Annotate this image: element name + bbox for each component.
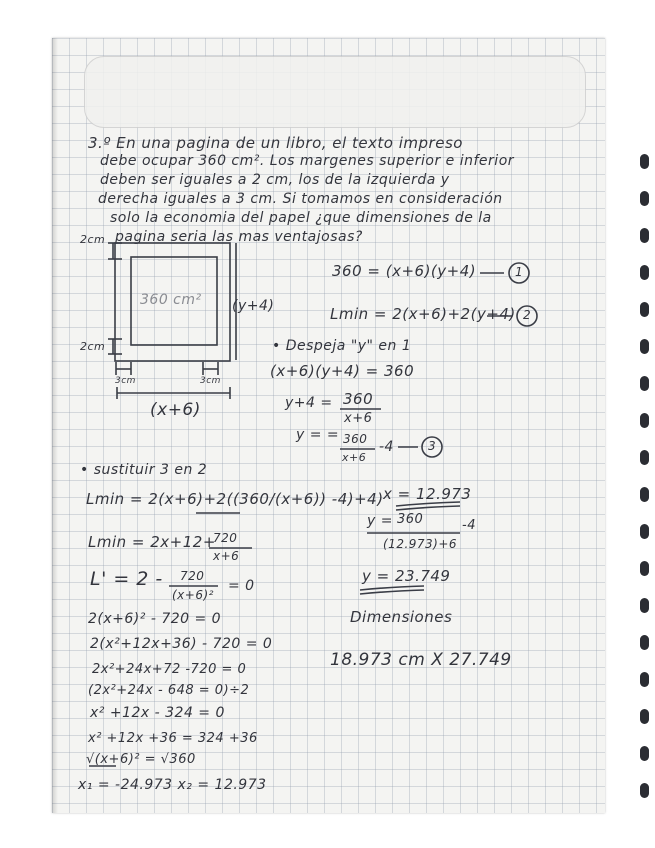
area-label: 360 cm² <box>140 292 202 308</box>
problem-line: pagina seria las mas ventajosas? <box>115 229 363 245</box>
right-margin-label: 3cm <box>200 376 221 386</box>
substitution-step-3-left: L' = 2 - <box>90 568 163 590</box>
side-label: (y+4) <box>232 298 275 314</box>
problem-line: derecha iguales a 3 cm. Si tomamos en consideración <box>98 191 503 207</box>
problem-line: solo la economia del papel ¿que dimensiones de la <box>110 210 492 226</box>
substitution-step-3-num: 720 <box>180 569 205 583</box>
substitution-step-6: 2x²+24x+72 -720 = 0 <box>92 662 247 677</box>
solution-y-left: y = <box>367 513 393 529</box>
equation-1-tag: 1 <box>515 265 524 279</box>
solution-y-right: -4 <box>462 518 476 533</box>
equation-2: Lmin = 2(x+6)+2(y+4) <box>330 305 516 323</box>
despeja-step-3-right: -4 <box>379 439 394 455</box>
solution-y-den: (12.973)+6 <box>383 537 458 551</box>
substitution-step-2-left: Lmin = 2x+12+ <box>88 533 216 551</box>
equation-1: 360 = (x+6)(y+4) <box>332 262 477 280</box>
top-margin-label: 2cm <box>80 233 106 246</box>
substitution-step-5: 2(x²+12x+36) - 720 = 0 <box>90 636 273 652</box>
substitution-step-2-den: x+6 <box>213 549 240 563</box>
substitution-step-2-num: 720 <box>213 531 238 545</box>
despeja-step-2-left: y+4 = <box>285 395 333 411</box>
despeja-step-3-left: y = = <box>296 427 340 443</box>
problem-line: debe ocupar 360 cm². Los margenes superior e inferior <box>100 153 515 169</box>
substitution-roots: x₁ = -24.973 x₂ = 12.973 <box>78 777 267 793</box>
bottom-label: (x+6) <box>150 400 201 420</box>
equation-3-tag: 3 <box>428 439 437 453</box>
substitution-step-1: Lmin = 2(x+6)+2((360/(x+6)) -4)+4) <box>86 490 384 508</box>
substitution-step-8: x² +12x - 324 = 0 <box>90 705 225 721</box>
solution-x: x = 12.973 <box>383 485 472 503</box>
despeja-step-2-num: 360 <box>343 390 374 408</box>
substitution-step-7: (2x²+24x - 648 = 0)÷2 <box>88 683 250 698</box>
despeja-step-1: (x+6)(y+4) = 360 <box>270 362 415 380</box>
substitution-step-9: x² +12x +36 = 324 +36 <box>88 731 258 746</box>
bottom-margin-label: 2cm <box>80 340 106 353</box>
dimensions-value: 18.973 cm X 27.749 <box>330 650 512 670</box>
substitution-step-3-right: = 0 <box>228 578 255 594</box>
substitution-step-4: 2(x+6)² - 720 = 0 <box>88 611 222 627</box>
problem-line: deben ser iguales a 2 cm, los de la izquierda y <box>100 172 450 188</box>
despeja-step-3-den: x+6 <box>342 451 367 464</box>
problem-line: 3.º En una pagina de un libro, el texto impreso <box>88 134 463 152</box>
equation-2-tag: 2 <box>523 308 532 322</box>
despeja-heading: • Despeja "y" en 1 <box>272 338 412 354</box>
dimensions-title: Dimensiones <box>350 608 453 626</box>
substitution-heading: • sustituir 3 en 2 <box>80 462 208 478</box>
substitution-step-3-den: (x+6)² <box>172 588 214 602</box>
substitution-step-10: √(x+6)² = √360 <box>86 752 196 767</box>
despeja-step-3-num: 360 <box>343 432 368 446</box>
left-margin-label: 3cm <box>115 376 136 386</box>
solution-y: y = 23.749 <box>362 567 451 585</box>
solution-y-num: 360 <box>397 512 424 527</box>
despeja-step-2-den: x+6 <box>344 411 373 426</box>
